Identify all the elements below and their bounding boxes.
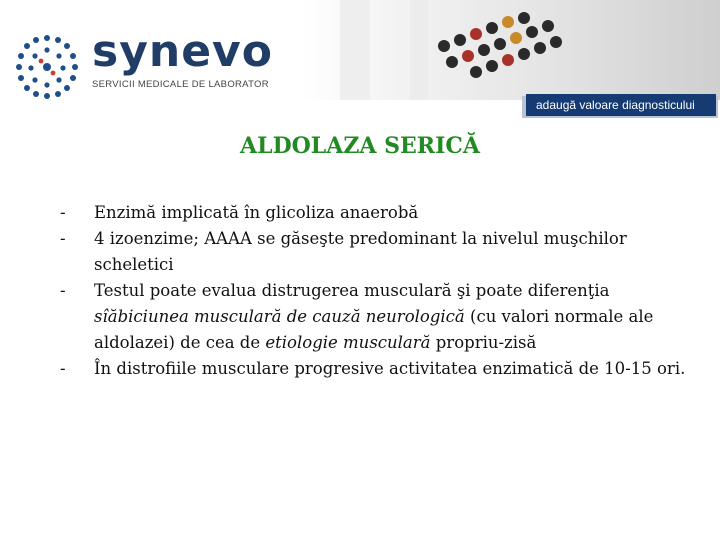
sample-tray-image [430,10,580,90]
bullet-dash: - [60,229,66,248]
bullet-list [60,200,700,382]
logo-wordmark: synevo [92,26,273,77]
bullet-text: Enzimă implicată în glicoliza anaerobă [94,203,419,222]
bullet-text: propriu-zisă [430,333,537,352]
bullet-dash: - [60,203,66,222]
slide-title: ALDOLAZA SERICĂ [240,133,480,159]
bullet-dash: - [60,281,66,300]
logo-subtitle: SERVICII MEDICALE DE LABORATOR [92,79,269,90]
bullet-text: În distrofiile musculare progresive activitatea enzimatică de 10-15 ori. [94,359,686,378]
list-item [60,278,700,356]
bullet-text: 4 izoenzime; AAAA se găseşte predominant la nivelul muşchilor scheletici [94,229,627,274]
tagline-banner: adaugă valoare diagnosticului [526,94,716,116]
bullet-text-italic: sîăbiciunea musculară de cauză neurologică [94,307,465,326]
bullet-dash: - [60,359,66,378]
list-item [60,200,700,226]
slide-header [0,0,720,120]
bullet-text-italic: etiologie musculară [265,333,431,352]
synevo-logo-icon [10,30,85,105]
bullet-text: (cu valori normale ale aldolazei) de cea de [94,307,654,352]
list-item [60,356,700,382]
list-item [60,226,700,278]
bullet-text: Testul poate evalua distrugerea musculară şi poate diferenţia [94,281,610,300]
